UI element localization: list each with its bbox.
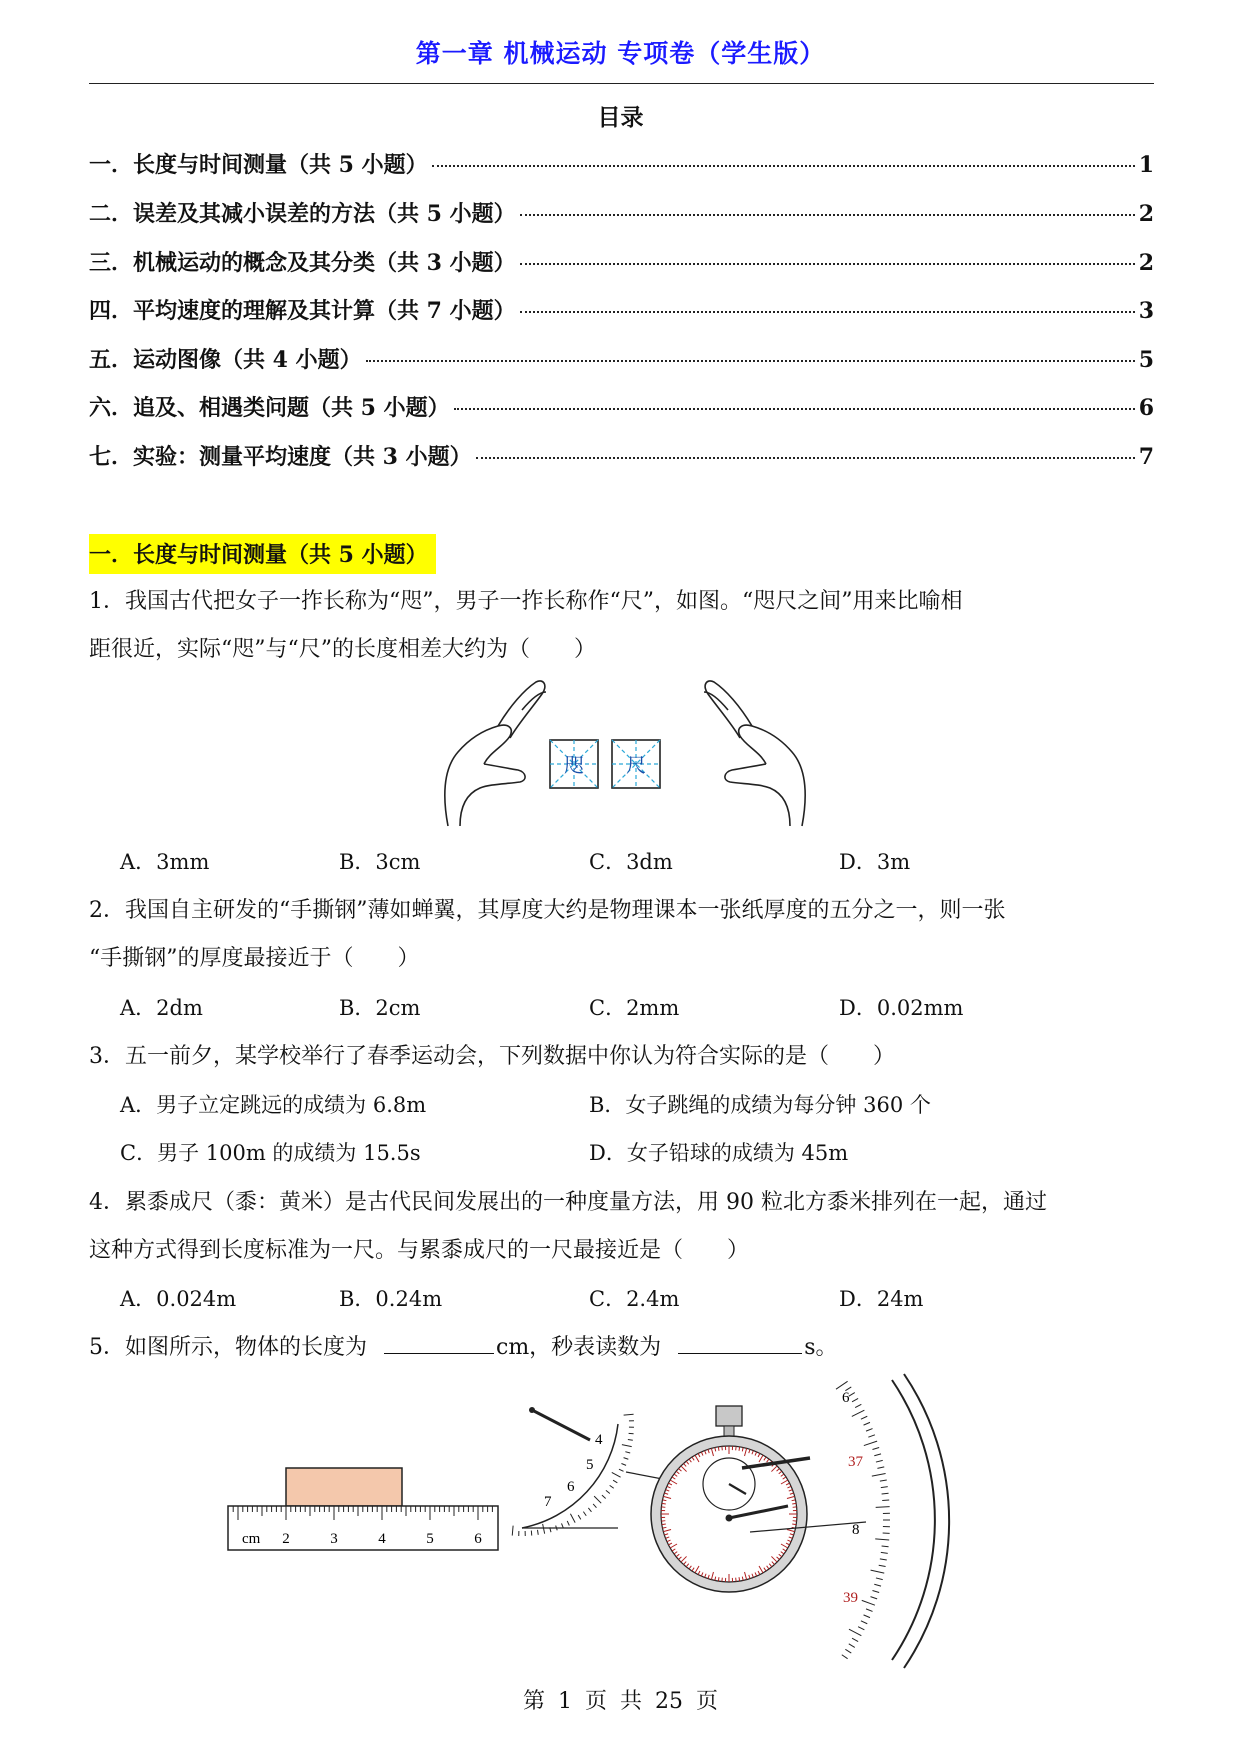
toc-item-page: 6 [1138, 395, 1154, 421]
toc-leader-dots [520, 311, 1135, 313]
ruler-body [228, 1506, 498, 1550]
q4-option-a[interactable]: A．0.024m [120, 1287, 237, 1311]
document-header-title: 第一章 机械运动 专项卷（学生版） [415, 39, 826, 68]
toc-item-label: 四．平均速度的理解及其计算（共 7 小题） [89, 298, 516, 324]
inner-dial-tick-label: 7 [544, 1494, 552, 1510]
question-3-line-1: 3．五一前夕，某学校举行了春季运动会，下列数据中你认为符合实际的是（ ） [89, 1044, 895, 1069]
q3-option-d[interactable]: D．女子铅球的成绩为 45m [589, 1141, 849, 1165]
question-1-line-1: 1．我国古代把女子一拃长称为“咫”，男子一拃长称作“尺”，如图。“咫尺之间”用来比喻相 [89, 589, 963, 614]
q1-option-b[interactable]: B．3cm [339, 850, 421, 874]
header-divider [89, 83, 1154, 84]
question-5-line [89, 1330, 837, 1361]
q5-text-part-3: s。 [804, 1335, 838, 1360]
stopwatch-body [651, 1406, 807, 1592]
toc-item-label: 五．运动图像（共 4 小题） [89, 347, 362, 373]
toc-leader-dots [366, 360, 1135, 362]
ruler-tick-label: 6 [474, 1531, 482, 1547]
toc-item[interactable] [89, 246, 1154, 276]
ruler-unit-label: cm [242, 1531, 261, 1547]
outer-dial-tick-label: 6 [842, 1390, 850, 1406]
q2-option-d[interactable]: D．0.02mm [839, 996, 964, 1020]
toc-item[interactable] [89, 440, 1154, 470]
toc-item-page: 7 [1138, 444, 1154, 470]
hands-measure-figure [440, 676, 810, 832]
outer-dial-tick-label: 37 [848, 1454, 863, 1470]
question-4-line-2: 这种方式得到长度标准为一尺。与累黍成尺的一尺最接近是（ ） [89, 1238, 750, 1263]
q2-option-c[interactable]: C．2mm [589, 996, 680, 1020]
inner-dial-tick-label: 6 [567, 1479, 575, 1495]
toc-item[interactable] [89, 294, 1154, 324]
toc-item-label: 一．长度与时间测量（共 5 小题） [89, 152, 428, 178]
toc-item-page: 2 [1138, 250, 1154, 276]
question-2-line-2: “手撕钢”的厚度最接近于（ ） [89, 946, 420, 971]
stopwatch-answer-blank[interactable] [678, 1333, 802, 1354]
toc-item-page: 3 [1138, 298, 1154, 324]
q2-option-a[interactable]: A．2dm [120, 996, 203, 1020]
toc-item[interactable] [89, 391, 1154, 421]
inner-dial-magnified [512, 1407, 634, 1536]
toc-item[interactable] [89, 148, 1154, 178]
measured-block [286, 1468, 402, 1506]
question-2-line-1: 2．我国自主研发的“手撕钢”薄如蝉翼，其厚度大约是物理课本一张纸厚度的五分之一，则一张 [89, 898, 1006, 923]
length-answer-blank[interactable] [384, 1333, 494, 1354]
ruler-figure [224, 1464, 504, 1556]
toc-leader-dots [520, 214, 1135, 216]
q2-option-b[interactable]: B．2cm [339, 996, 421, 1020]
ruler-tick-label: 5 [426, 1531, 434, 1547]
outer-dial-tick-label: 8 [852, 1522, 860, 1538]
toc-item-label: 六．追及、相遇类问题（共 5 小题） [89, 395, 450, 421]
inner-dial-tick-label: 4 [595, 1432, 603, 1448]
question-1-line-2: 距很近，实际“咫”与“尺”的长度相差大约为（ ） [89, 637, 596, 662]
toc-leader-dots [432, 165, 1135, 167]
toc-item-page: 2 [1138, 201, 1154, 227]
outer-dial-tick-label: 39 [843, 1590, 858, 1606]
toc-leader-dots [476, 457, 1135, 459]
q1-option-d[interactable]: D．3m [839, 850, 911, 874]
q4-option-d[interactable]: D．24m [839, 1287, 924, 1311]
ruler-tick-label: 2 [282, 1531, 290, 1547]
inner-dial-pointer [532, 1410, 590, 1440]
q1-option-c[interactable]: C．3dm [589, 850, 673, 874]
toc-item-page: 5 [1138, 347, 1154, 373]
q5-text-part-1: 5．如图所示，物体的长度为 [89, 1335, 367, 1360]
character-left: 咫 [564, 755, 584, 777]
inner-dial-tick-label: 5 [586, 1457, 594, 1473]
section-heading: 一．长度与时间测量（共 5 小题） [89, 534, 436, 574]
toc-item[interactable] [89, 343, 1154, 373]
ruler-tick-label: 3 [330, 1531, 338, 1547]
character-box-left [550, 740, 598, 788]
q3-option-a[interactable]: A．男子立定跳远的成绩为 6.8m [120, 1093, 427, 1117]
character-right: 尺 [626, 755, 646, 777]
q4-option-c[interactable]: C．2.4m [589, 1287, 680, 1311]
toc-leader-dots [520, 263, 1135, 265]
toc-title: 目录 [597, 104, 644, 131]
stopwatch-figure [510, 1372, 1050, 1672]
ruler-tick-label: 4 [378, 1531, 386, 1547]
q4-option-b[interactable]: B．0.24m [339, 1287, 443, 1311]
q3-option-c[interactable]: C．男子 100m 的成绩为 15.5s [120, 1141, 421, 1165]
toc-leader-dots [454, 408, 1135, 410]
toc-item-label: 七．实验：测量平均速度（共 3 小题） [89, 444, 472, 470]
toc-item-label: 二．误差及其减小误差的方法（共 5 小题） [89, 201, 516, 227]
q3-option-b[interactable]: B．女子跳绳的成绩为每分钟 360 个 [589, 1093, 931, 1117]
toc-item-page: 1 [1138, 152, 1154, 178]
character-box-right [612, 740, 660, 788]
question-4-line-1: 4．累黍成尺（黍：黄米）是古代民间发展出的一种度量方法，用 90 粒北方黍米排列在一起，通过 [89, 1190, 1047, 1215]
toc-item[interactable] [89, 197, 1154, 227]
toc-item-label: 三．机械运动的概念及其分类（共 3 小题） [89, 250, 516, 276]
page-footer: 第 1 页 共 25 页 [523, 1689, 718, 1714]
q1-option-a[interactable]: A．3mm [120, 850, 210, 874]
q5-text-part-2: cm，秒表读数为 [496, 1335, 662, 1360]
